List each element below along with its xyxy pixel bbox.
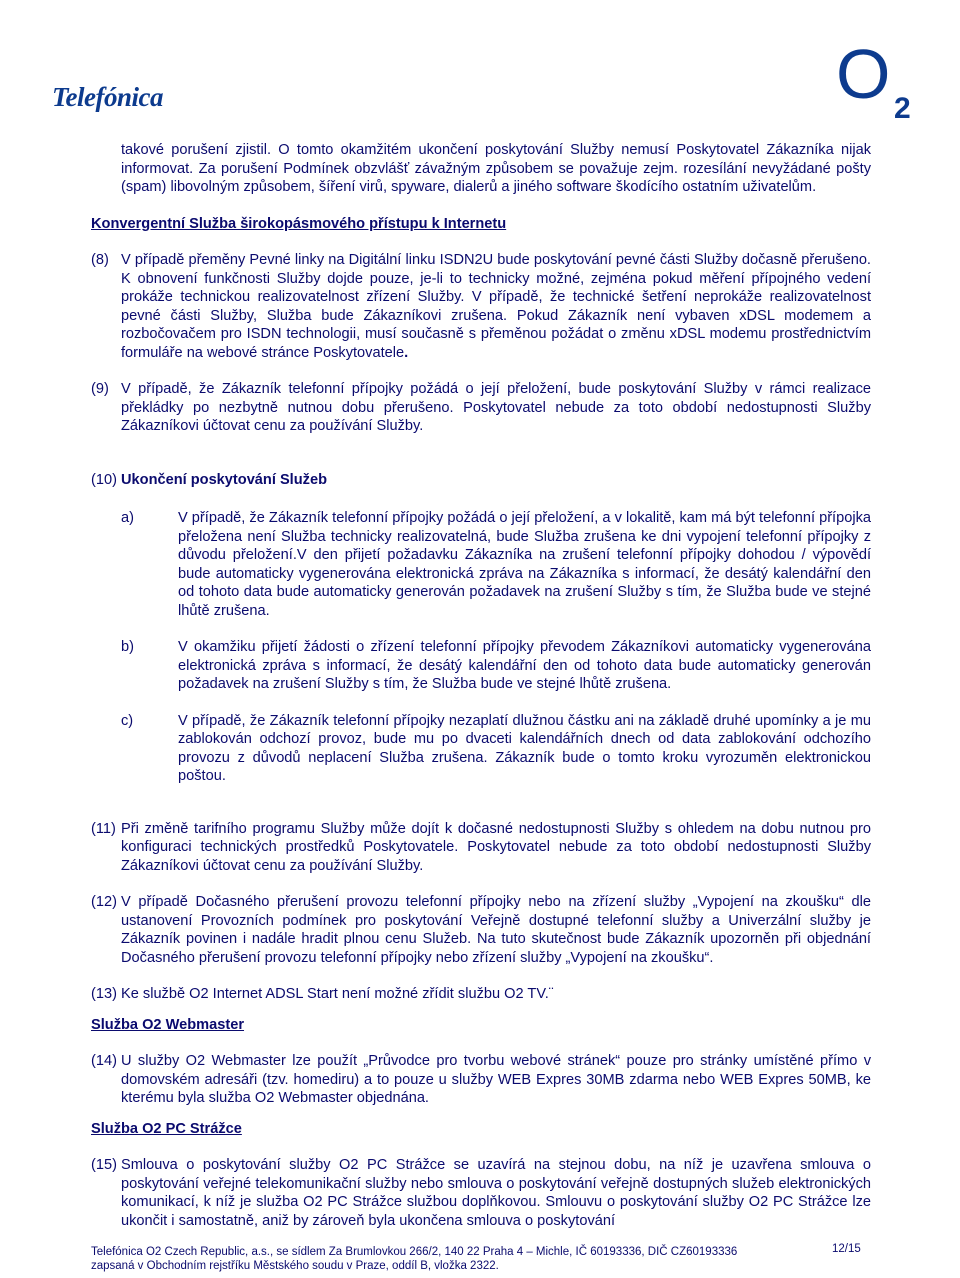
footer-line-2: zapsaná v Obchodním rejstříku Městského soudu v Praze, oddíl B, vložka 2322. <box>91 1260 499 1272</box>
section-heading-termination <box>91 471 871 490</box>
lettered-item-a <box>91 509 871 620</box>
section-heading-webmaster: Služba O2 Webmaster <box>91 1016 245 1033</box>
item-number: (11) <box>91 820 116 837</box>
item-text: V případě přeměny Pevné linky na Digitální linku ISDN2U bude poskytování pevné části Služby dočasně přerušeno. K obnovení funkčnosti Služby dojde pouze, je-li to technicky možné, zejména pokud měření přípojného vedení prokáže technickou realizovatelnost zřízení Služby. V případě, že technické šetření neprokáže realizovatelnost pevné části Služby, Služba bude Zákazníkovi zrušena. Pokud Zákazník není vybaven xDSL modemem a rozbočovačem pro ISDN technologii, musí současně s přeměnou požádat o změnu xDSL modemu prostřednictvím formuláře na webové stránce Poskytovatele. <box>121 252 871 361</box>
numbered-item-13 <box>91 985 871 1004</box>
numbered-item-15 <box>91 1156 871 1230</box>
page-footer <box>91 1245 737 1273</box>
o2-logo-sub: 2 <box>894 92 911 120</box>
item-letter: c) <box>121 712 134 729</box>
numbered-item-8 <box>91 251 871 362</box>
item-number: (15) <box>91 1157 117 1173</box>
numbered-item-9 <box>91 380 871 436</box>
item-number: (10) <box>91 471 117 488</box>
item-number: (9) <box>91 381 109 397</box>
item-letter: a) <box>121 510 134 526</box>
section-heading-pcstrazce: Služba O2 PC Strážce <box>91 1120 242 1137</box>
numbered-item-14 <box>91 1052 871 1108</box>
item-number: (12) <box>91 894 117 910</box>
item-text: U služby O2 Webmaster lze použít „Průvodce pro tvorbu webové stránek“ pouze pro stránky umístěné přímo v domovském adresáři (tzv. homediru) a to pouze u služby WEB Expres 30MB zdarma nebo WEB Expres 50MB, ke kterému byla služba O2 Webmaster objednána. <box>121 1053 871 1106</box>
item-text: V případě, že Zákazník telefonní přípojky nezaplatí dlužnou částku ani na základě druhé upomínky a je mu zablokován odchozí provoz, bude mu po dvaceti kalendářních dnech od data zablokování odchozího provozu z důvodů neplacení Služba zrušena. Zákazník bude o tomto kroku vyrozuměn elektronickou poštou. <box>178 712 871 784</box>
lettered-item-c <box>91 712 871 786</box>
numbered-item-12 <box>91 893 871 967</box>
page-number: 12/15 <box>832 1243 861 1255</box>
footer-line-1: Telefónica O2 Czech Republic, a.s., se sídlem Za Brumlovkou 266/2, 140 22 Praha 4 – Michle, IČ 60193336, DIČ CZ60193336 <box>91 1246 738 1258</box>
item-text: V případě Dočasného přerušení provozu telefonní přípojky nebo na zřízení služby „Vypojení na zkoušku“ dle ustanovení Provozních podmínek pro poskytování Veřejně dostupné telefonní služby a Univerzální služby je Zákazník povinen i nadále hradit plnou cenu Služeb. Na tuto skutečnost bude Zákazník upozorněn při objednání Dočasného přerušení provozu telefonní přípojky nebo zřízení služby „Vypojení na zkoušku“. <box>121 894 871 966</box>
intro-paragraph: takové porušení zjistil. O tomto okamžitém ukončení poskytování Služby nemusí Poskytovatel Zákazníka nijak informovat. Za porušení Podmínek obzvlášť závažným způsobem se považuje zejm. rozesílání nevyžádané pošty (spam) libovolným způsobem, šíření virů, spyware, dialerů a jiného software škodícího ostatním uživatelům. <box>121 142 871 195</box>
item-number: (14) <box>91 1053 117 1069</box>
item-text: V případě, že Zákazník telefonní přípojky požádá o její přeložení, a v lokalitě, kam má být telefonní přípojka přeložena není Služba technicky realizovatelná, bude Služba zrušena ke dni vypojení telefonní přípojky z důvodu přeložení.V den přijetí požadavku Zákazníka na zrušení telefonní přípojky dohodou / výpovědí bude automaticky vygenerována elektronická zpráva na Zákazníka s informací, že desátý kalendářní den od tohoto data bude automaticky generován požadavek na zrušení Služby s tím, že Služba bude ve stejné lhůtě zrušena. <box>178 510 871 619</box>
item-text: Při změně tarifního programu Služby může dojít k dočasné nedostupnosti Služby s ohledem na dobu nutnou pro konfiguraci technických prostředků Poskytovatele. Poskytovatel nebude za toto období nedostupnosti Služby Zákazníkovi účtovat cenu za používání Služby. <box>121 820 871 874</box>
telefonica-logo: Telefónica <box>52 82 163 112</box>
document-body <box>91 141 871 1230</box>
item-number: (13) <box>91 986 117 1002</box>
section-title: Ukončení poskytování Služeb <box>121 471 327 488</box>
item-number: (8) <box>91 252 109 268</box>
o2-logo-letter: O <box>836 38 891 113</box>
numbered-item-11 <box>91 820 871 876</box>
item-text: Smlouva o poskytování služby O2 PC Strážce se uzavírá na stejnou dobu, na níž je uzavřena smlouva o poskytování veřejné telekomunikační služby nebo smlouva o poskytování veřejně dostupných služeb elektronických komunikací, k níž je služba O2 PC Strážce službou doplňkovou. Smlouvu o poskytování služby O2 PC Strážce lze ukončit i samostatně, aniž by zároveň byla ukončena smlouva o poskytování <box>121 1157 871 1229</box>
item-letter: b) <box>121 639 134 655</box>
lettered-item-b <box>91 638 871 694</box>
item-text: V okamžiku přijetí žádosti o zřízení telefonní přípojky převodem Zákazníkovi automaticky vygenerována elektronická zpráva s informací, že desátý kalendářní den od tohoto data bude automaticky generován požadavek na zrušení Služby s tím, že Služba bude ve stejné lhůtě zrušena. <box>178 639 871 692</box>
item-text: Ke službě O2 Internet ADSL Start není možné zřídit službu O2 TV.¨ <box>121 986 554 1002</box>
o2-logo <box>836 38 920 120</box>
section-heading-convergent: Konvergentní Služba širokopásmového přístupu k Internetu <box>91 215 507 232</box>
item-text: V případě, že Zákazník telefonní přípojky požádá o její přeložení, bude poskytování Služby v rámci realizace překládky po nezbytně nutnou dobu přerušeno. Poskytovatel nebude za toto období nedostupnosti Služby Zákazníkovi účtovat cenu za používání Služby. <box>121 381 871 434</box>
